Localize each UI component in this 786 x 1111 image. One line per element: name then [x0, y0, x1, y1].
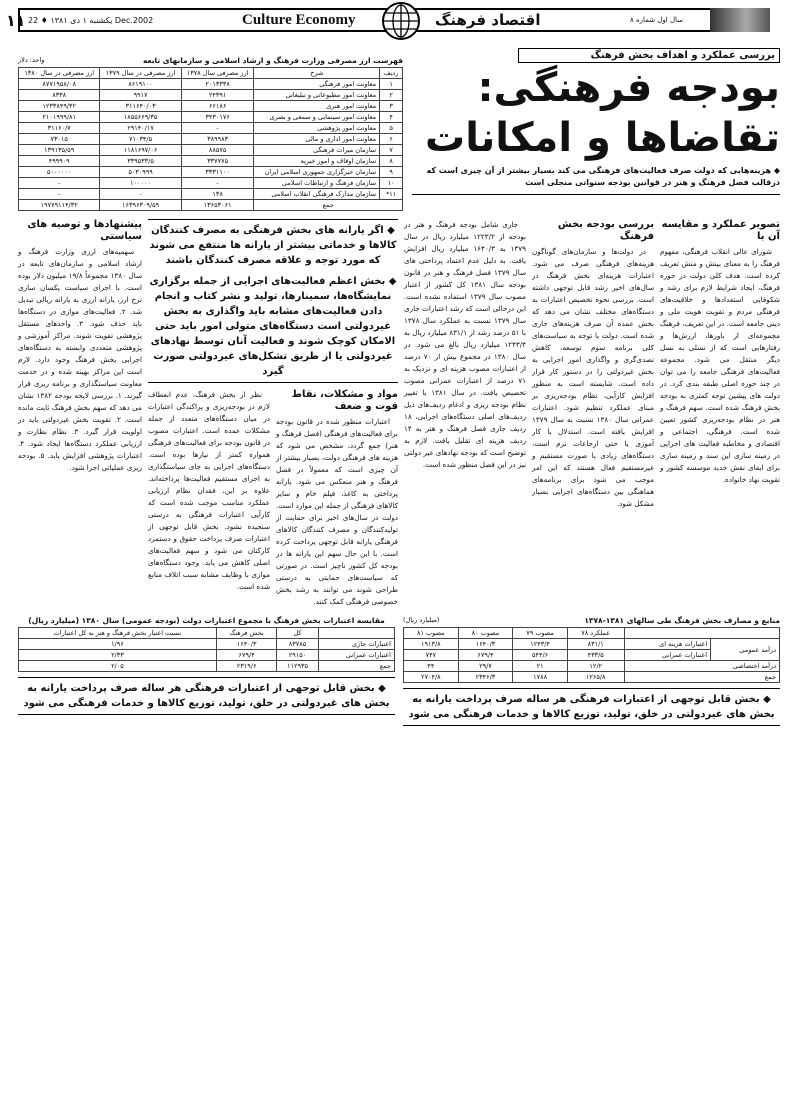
- table-cell: ۱۹۱۳/۸: [404, 639, 459, 650]
- table-cell: اعتبارات عمرانی: [318, 650, 394, 661]
- table-cell: ۱۳۸: [181, 189, 254, 200]
- pull-quote: ◆ بخش اعظم فعالیت‌های اجرایی از جمله برگزاری نمایشگاه‌ها، سمینارها، تولید و نشر کتاب و انجام دادن فعالیت‌های مشابه باید واگذاری به بخش غیردولتی است دستگاه‌های متولی امور باید حتی الامکان کوچک شوند و فعالیت آنان توسط نهادهای غیردولتی یا از طریق تشکل‌های غیردولتی صورت گیرد: [149, 276, 397, 377]
- table-cell: سازمان مدارک فرهنگی انقلاب اسلامی: [254, 189, 380, 200]
- table-cell: ۲۴۳۹۱: [181, 90, 254, 101]
- paragraph: سهمیه‌های ارزی وزارت فرهنگ و ارشاد اسلامی و سازمان‌های تابعه در سال ۱۳۸۰ مجموعاً ۱۹/۸ میلیون دلار بوده است. با اجرای سیاست یکسان سازی نرخ ارز، یارانه ارزی به یارانه ریالی تبدیل شد. ۲. فعالیت‌های موازی در دستگاه‌ها باید حذف شود. ۳. واحدهای مستقل پژوهشی تقویت شوند. مراکز آموزشی و پژوهشی متعددی وابسته به دستگاه‌های اجرایی بخش فرهنگ وجود دارد. لازم است این مراکز بهینه شده و در خدمت معاونت سیاستگذاری و برنامه ریزی قرار گیرند. ۱. بررسی لایحه بودجه ۱۳۸۲ نشان می دهد که سهم بخش فرهنگ ثابت مانده است. ۲. تقویت بخش غیردولتی باید در اولویت قرار گیرد. ۳. نظام نظارت و ارزیابی عملکرد دستگاه‌ها ایجاد شود. ۴. اعتبارات پژوهشی افزایش یابد. ۵. بودجه ریزی عملیاتی اجرا شود.: [18, 247, 143, 472]
- table-row: [19, 134, 403, 145]
- newspaper-logo: [710, 8, 770, 32]
- table-cell: ۲: [380, 90, 403, 101]
- table-cell: -: [19, 178, 100, 189]
- headline-block: [412, 48, 780, 195]
- table-cell: ۱۰۰۰۰۰: [100, 178, 181, 189]
- table-cell: ۲۳۱۹/۶: [216, 661, 277, 672]
- table-cell: ۸: [380, 156, 403, 167]
- table-cell: ۱۱۸۱۶۹۷/۰۶: [100, 145, 181, 156]
- table-cell: ۲۱۰۱۹۹۹/۸۱: [19, 112, 100, 123]
- table-row: [19, 167, 403, 178]
- table-cell: ۸۷۷۱۹۵۸/۰۸: [19, 79, 100, 90]
- table-cell: [318, 628, 394, 639]
- table-cell: ۳: [380, 101, 403, 112]
- table-row: [19, 650, 395, 661]
- table-cell: ۵: [380, 123, 403, 134]
- table-cell: معاونت امور هنری: [254, 101, 380, 112]
- table-cell: -: [100, 189, 181, 200]
- table-row: [404, 661, 780, 672]
- currency-table-block: [18, 56, 403, 211]
- table-cell: ۳۳۹۵۳۳/۵: [100, 156, 181, 167]
- table-cell: معاونت امور سینمایی و سمعی و بصری: [254, 112, 380, 123]
- headline-line-2: تقاضاها و امکانات: [425, 115, 780, 161]
- article-column: [532, 219, 654, 510]
- table-cell: ۶: [380, 134, 403, 145]
- table-row: [19, 145, 403, 156]
- table-cell: ۲۹/۷: [458, 661, 513, 672]
- table-cell: سازمان اوقاف و امور خیریه: [254, 156, 380, 167]
- table-row: [404, 639, 780, 650]
- article-column: [404, 219, 526, 471]
- table-cell: ۱۲۳۳۸۴۹/۳۲: [19, 101, 100, 112]
- table-cell: مصوب ۷۹: [513, 628, 568, 639]
- page-header: [6, 8, 768, 32]
- table-cell: ۲۹۱۴۰/۱۷: [100, 123, 181, 134]
- table-cell: ۱۱۲۹۳۵: [277, 661, 318, 672]
- table-row: [19, 639, 395, 650]
- table-cell: ۶۶۱۸۶: [181, 101, 254, 112]
- table-cell: ۳۱۱۶۰/۷: [19, 123, 100, 134]
- table-cell: -: [19, 189, 100, 200]
- table-cell: شرح: [254, 68, 380, 79]
- table-cell: ۲/۰۵: [19, 661, 217, 672]
- subheading: پیشنهادها و توصیه های سیاستی: [27, 219, 142, 242]
- table-cell: کل: [277, 628, 318, 639]
- table-cell: ۲۹۱۵۰: [277, 650, 318, 661]
- table-cell: جمع: [624, 672, 779, 683]
- table-cell: ۷۴۷: [404, 650, 459, 661]
- article-column: [276, 389, 398, 608]
- table-cell: ۹۹۱۷: [100, 90, 181, 101]
- table-cell: ۲۱: [513, 661, 568, 672]
- table-cell: ۴۴: [404, 661, 459, 672]
- table-cell: معاونت امور فرهنگی: [254, 79, 380, 90]
- article-column: [148, 389, 270, 608]
- table-cell: ۱۶۳۹۶۳۰۹/۵۹: [100, 200, 181, 211]
- table-cell: ۲۷۰۴/۸: [404, 672, 459, 683]
- quote-column-group: [148, 219, 398, 608]
- table-row: [19, 661, 395, 672]
- table-row: [404, 628, 780, 639]
- table-cell: درآمد عمومی: [711, 639, 780, 661]
- table-cell: ۳۱۱۶۴۰/۰۳: [100, 101, 181, 112]
- table-cell: ۵۰۰۰۰۰۰: [19, 167, 100, 178]
- pull-quote: ◆ اگر یارانه های بخش فرهنگی به مصرف کنندگان کالاها و خدماتی بیشتر از یارانه ها منتفع می شوند که مورد توجه و علاقه مصرف کنندگان باشند: [149, 225, 397, 266]
- currency-table: [18, 67, 403, 211]
- table-cell: سازمان میراث فرهنگی: [254, 145, 380, 156]
- table-cell: مصوب ۸۱: [404, 628, 459, 639]
- section-title-fa: اقتصاد فرهنگ: [435, 11, 541, 29]
- pull-quote-box: [18, 677, 395, 715]
- article-lead: ◆ هزینه‌هایی که دولت صرف فعالیت‌های فرهنگی می کند بسیار بیشتر از آن چیزی است که درقالب فصل فرهنگ و هنر در قوانین بودجه سنواتی منجلی است: [412, 165, 780, 195]
- subheading: مواد و مشکلات، نقاط قوت و ضعف: [291, 389, 398, 412]
- table-cell: ۱۳۶۵۳۰۶۱: [181, 200, 254, 211]
- table-cell: ۱۱*: [380, 189, 403, 200]
- table-cell: ۱۰: [380, 178, 403, 189]
- table-cell: ۳۴۳۰۱۷۶: [181, 112, 254, 123]
- table-row: [19, 123, 403, 134]
- table-unit: واحد: دلار: [18, 56, 45, 64]
- table-cell: ۳۳۷۷۷۵: [181, 156, 254, 167]
- table-cell: جمع: [318, 661, 394, 672]
- table-cell: ۱۲/۲: [567, 661, 624, 672]
- table-cell: ۹: [380, 167, 403, 178]
- body-columns: [0, 219, 786, 608]
- table-cell: ۸۳۱/۱: [567, 639, 624, 650]
- table-row: [19, 189, 403, 200]
- table-cell: ارز مصرفی در سال ۱۳۷۹: [100, 68, 181, 79]
- table-cell: ۱۳۹۱۳۵/۵۹: [19, 145, 100, 156]
- table-cell: -: [181, 178, 254, 189]
- sources-table-block: [403, 616, 780, 732]
- issue-date: یکشنبه ۱ دی ۱۳۸۱ ♦ 22 Dec.2002: [28, 15, 154, 25]
- table-cell: ۷: [380, 145, 403, 156]
- paragraph: نظر از بخش فرهنگ، عدم انعطاف لازم در بودجه‌ریزی و پراکندگی اعتبارات در میان دستگاه‌های متعدد از جمله مشکلات عمده است. اعتبارات مصوب در قانون بودجه برای فعالیت‌های فرهنگی همواره کمتر از نیازها بوده است. دستگاه‌های اجرایی به جای سیاستگذاری به اجرای مستقیم فعالیت‌ها پرداخته‌اند. علاوه بر این، فقدان نظام ارزیابی عملکرد مناسب موجب شده است که کارآیی اعتبارات فرهنگی به درستی سنجیده نشود. بخش قابل توجهی از اعتبارات صرف پرداخت حقوق و دستمزد کارکنان می شود و سهم فعالیت‌های اصلی کاهش می یابد. وجود دستگاه‌های موازی با وظایف مشابه سبب اتلاف منابع شده است.: [148, 390, 270, 591]
- table-cell: ۴: [380, 112, 403, 123]
- table-cell: [624, 628, 779, 639]
- paragraph: شورای عالی انقلاب فرهنگی، مفهوم فرهنگ را به معنای بینش و منش تعریف کرده است. هدف کلی دولت در حوزه فرهنگ، ایجاد شرایط لازم برای رشد و شکوفایی استعدادها و خلاقیت‌های فرهنگی مردم و تقویت هویت ملی و دینی جامعه است. در این تعریف، فرهنگ مجموعه‌ای از باورها، ارزش‌ها و رفتارهایی است که از نسلی به نسل دیگر منتقل می شود. مجموعه فعالیت‌های فرهنگی جامعه را می توان در چند حوزه اصلی طبقه بندی کرد. در دولت های پیشین توجه کمتری به بودجه بخش فرهنگ شده است. سهم فرهنگ و هنر در نظام بودجه‌ریزی کشور تعیین شده است. فرهنگی، اجتماعی و اقتصادی و مخاطبه فعالیت های اجرایی در زمینه سازی این سند و زمینه سازی برای ایفای نقش جدید موسسه کشور و تقویت نهاد خانواده.: [660, 247, 780, 484]
- table-cell: ۸۳۷۸۵: [277, 639, 318, 650]
- globe-icon: [382, 2, 420, 40]
- comparison-table: [18, 627, 395, 672]
- comparison-table-block: [18, 616, 395, 721]
- table-cell: ۱۲۴۳/۴: [513, 639, 568, 650]
- pull-quote-box: [403, 688, 780, 726]
- table-title: مقایسه اعتبارات بخش فرهنگ با مجموع اعتبارات دولت (بودجه عمومی) سال ۱۳۸۰ (میلیارد ریال): [28, 616, 385, 625]
- table-cell: ۲/۳۳: [19, 650, 217, 661]
- page-number: ۱۱: [6, 10, 26, 30]
- table-cell: بخش فرهنگ: [216, 628, 277, 639]
- table-row: [19, 628, 395, 639]
- table-cell: نسبت اعتبار بخش فرهنگ و هنر به کل اعتبارات: [19, 628, 217, 639]
- table-row: [19, 178, 403, 189]
- table-cell: ۱۸۵۵۶۶۹/۳۵: [100, 112, 181, 123]
- subheading: بررسی بودجه بخش فرهنگ: [557, 219, 654, 242]
- table-cell: ۱۹۷۷۹۱۱۴/۳۲: [19, 200, 100, 211]
- pull-quote: ◆ بخش قابل توجهی از اعتبارات فرهنگی هر ساله صرف پرداخت یارانه به بخش های غیردولتی در خلق، تولید، توزیع کالاها و خدمات فرهنگی می شود: [23, 683, 390, 709]
- sources-table: [403, 627, 780, 683]
- table-row: [19, 112, 403, 123]
- issue-number: سال اول شماره ۸: [630, 16, 684, 24]
- table-row: [19, 101, 403, 112]
- table-cell: سازمان خبرگزاری جمهوری اسلامی ایران: [254, 167, 380, 178]
- table-row: [19, 79, 403, 90]
- table-cell: ۶۷۹/۴: [458, 650, 513, 661]
- table-cell: اعتبارات عمرانی: [624, 650, 711, 661]
- paragraph: اعتبارات منظور شده در قانون بودجه برای فعالیت‌های فرهنگی (فصل فرهنگ و هنر) جمع گردد، مشخص می شود که هزینه های فرهنگی دولت، بسیار بیشتر از آن چیزی است که معمولاً در فصل فرهنگ و هنر منعکس می شود. یارانه پرداختی به کاغذ، فیلم خام و سایر کالاهای فرهنگی از جمله این موارد است. دولت در سال‌های اخیر برای حمایت از تولیدکنندگان و مصرف کنندگان کالاهای فرهنگی یارانه قابل توجهی پرداخت کرده است. با این حال سهم این یارانه ها در بودجه کل کشور ناچیز است. در صورتی که سیاست‌های حمایتی به درستی طراحی شوند می توانند به رشد بخش خصوصی فرهنگی کمک کنند.: [276, 417, 398, 606]
- table-cell: ۸۸۵۷۵: [181, 145, 254, 156]
- table-cell: ۳۳۳۱۱۰۰: [181, 167, 254, 178]
- table-cell: ۱: [380, 79, 403, 90]
- table-cell: ۱/۹۶: [19, 639, 217, 650]
- tables-band: [0, 616, 786, 732]
- table-cell: ۶۷۹/۴: [216, 650, 277, 661]
- table-row: [19, 68, 403, 79]
- table-cell: ارز مصرفی در سال ۱۳۸۰: [19, 68, 100, 79]
- table-cell: ۴۳۳/۵: [567, 650, 624, 661]
- table-cell: ۱۲۶۵/۸: [567, 672, 624, 683]
- table-cell: ۸۶۱۹۱۰۰: [100, 79, 181, 90]
- table-title: فهرست ارز مصرفی وزارت فرهنگ و ارشاد اسلامی و سازمانهای تابعه: [142, 56, 403, 65]
- article-column: [660, 219, 780, 486]
- pull-quote: ◆ بخش قابل توجهی از اعتبارات فرهنگی هر ساله صرف پرداخت یارانه به بخش های غیردولتی در خلق، تولید، توزیع کالاها و خدمات فرهنگی می شود: [408, 694, 775, 720]
- table-cell: اعتبارات هزینه ای: [624, 639, 711, 650]
- article-column: [18, 219, 142, 474]
- table-cell: ۱۶۴۰/۳: [216, 639, 277, 650]
- table-row: [19, 200, 403, 211]
- table-unit: (میلیارد ریال): [403, 616, 440, 624]
- table-row: [19, 90, 403, 101]
- table-cell: ۵۰۳۰۹۹۹: [100, 167, 181, 178]
- top-section: [0, 42, 786, 211]
- table-cell: درآمد اختصاصی: [624, 661, 779, 672]
- pull-quote-box: [148, 219, 398, 383]
- table-cell: ۷۱۰۳۴/۵: [100, 134, 181, 145]
- page-header-area: [0, 0, 786, 42]
- table-title: منابع و مصارف بخش فرهنگ طی سالهای ۱۳۸۱-۱۳۷۸: [584, 616, 780, 625]
- table-cell: جمع: [254, 200, 403, 211]
- table-cell: سازمان فرهنگ و ارتباطات اسلامی: [254, 178, 380, 189]
- table-row: [404, 672, 780, 683]
- table-cell: معاونت امور اداری و مالی: [254, 134, 380, 145]
- table-cell: ۳۸۹۹۸۳: [181, 134, 254, 145]
- article-kicker: بررسی عملکرد و اهداف بخش فرهنگ: [518, 48, 780, 63]
- table-cell: ۵۴۴/۶: [513, 650, 568, 661]
- headline-line-1: بودجه فرهنگی:: [477, 65, 780, 111]
- table-row: [19, 156, 403, 167]
- table-cell: -: [181, 123, 254, 134]
- table-cell: مصوب ۸۰: [458, 628, 513, 639]
- table-cell: ۸۳۳۸: [19, 90, 100, 101]
- table-cell: ۱۶۴۰/۳: [458, 639, 513, 650]
- subheading: تصویر عملکرد و مقایسه آن با: [661, 219, 780, 242]
- table-cell: اعتبارات جاری: [318, 639, 394, 650]
- section-title-en: Culture Economy: [242, 11, 356, 28]
- table-cell: معاونت امور پژوهشی: [254, 123, 380, 134]
- table-cell: ۴۹۹۹۰۹: [19, 156, 100, 167]
- table-cell: معاونت امور مطبوعاتی و تبلیغاتی: [254, 90, 380, 101]
- table-cell: ۱۷۸۸: [513, 672, 568, 683]
- table-cell: ارز مصرفی سال ۱۳۷۸: [181, 68, 254, 79]
- table-cell: ۲۳۴۶/۳: [458, 672, 513, 683]
- table-cell: ۷۳۰۱۵: [19, 134, 100, 145]
- table-cell: ردیف: [380, 68, 403, 79]
- paragraph: جاری شامل بودجه فرهنگ و هنر در بودجه از ۱۲۲۳/۲ میلیارد ریال در سال ۱۳۷۹ به ۱۶۴۰/۳ میلیارد ریال افزایش یافت. به دلیل عدم اعتماد پرداختی های سال ۱۳۷۹ فصل فرهنگ و هنر در قانون بودجه سال ۱۳۸۱ کل کشور از اعتبار مصوب سال ۱۳۷۹ استفاده نشده است. این درحالی است که رشد اعتبارات جاری سال ۱۳۷۹ نسبت به عملکرد سال ۱۳۷۸ با ۵۱ درصد رشد از ۸۳۱/۱ میلیارد ریال به ۱۲۴۳/۴ میلیارد ریال بالغ می شود. در سال ۱۳۸۰ در مجموع بیش از ۷۰ درصد از اعتبارات مصوب هزینه ای و نزدیک به ۷۱ درصد از اعتبارات عمرانی مصوب تخصیص یافت. در سال ۱۳۸۱ با تغییر نظام بودجه ریزی و ادغام ردیف‌های ذیل ردیف‌های اصلی دستگاه‌های اجرایی، ۱۸ ردیف جاری فصل فرهنگ و هنر به ۱۴ ردیف هزینه ای تقلیل یافت. لازم به توضیح است که بودجه نهادهای غیر دولتی نیز در این فصل منظور شده است.: [404, 220, 527, 469]
- table-cell: ۲۰۱۳۳۳۸: [181, 79, 254, 90]
- paragraph: در دولت‌ها و سازمان‌های گوناگون هزینه‌های فرهنگی صرف می شود. اعتبارات هزینه‌ای بخش فرهنگ در سال‌های اخیر رشد قابل توجهی داشته است. بررسی نحوه تخصیص اعتبارات به دستگاه‌های مختلف نشان می دهد که بخش عمده آن صرف هزینه‌های جاری شده است. دولت با توجه به سیاست‌های کلی برنامه سوم توسعه، کاهش تصدی‌گری و واگذاری امور اجرایی به بخش غیردولتی را در دستور کار قرار داده است. شایسته است به منظور افزایش کارآیی، نظام بودجه‌ریزی بر مبنای عملکرد تنظیم شود. اعتبارات عمرانی سال ۱۳۸۰ نسبت به سال ۱۳۷۹ افزایش یافته است. استدلال با کار آموزی یا حتی ارجاعات نرم است، دستگاه‌های زیادی با صورت مستقیم و غیرمستقیم فعال هستند که این امر موجب می شود برای برنامه‌های هماهنگی بین دستگاه‌های اجرایی بسیار مشکل شود.: [532, 247, 654, 508]
- table-cell: عملکرد ۷۸: [567, 628, 624, 639]
